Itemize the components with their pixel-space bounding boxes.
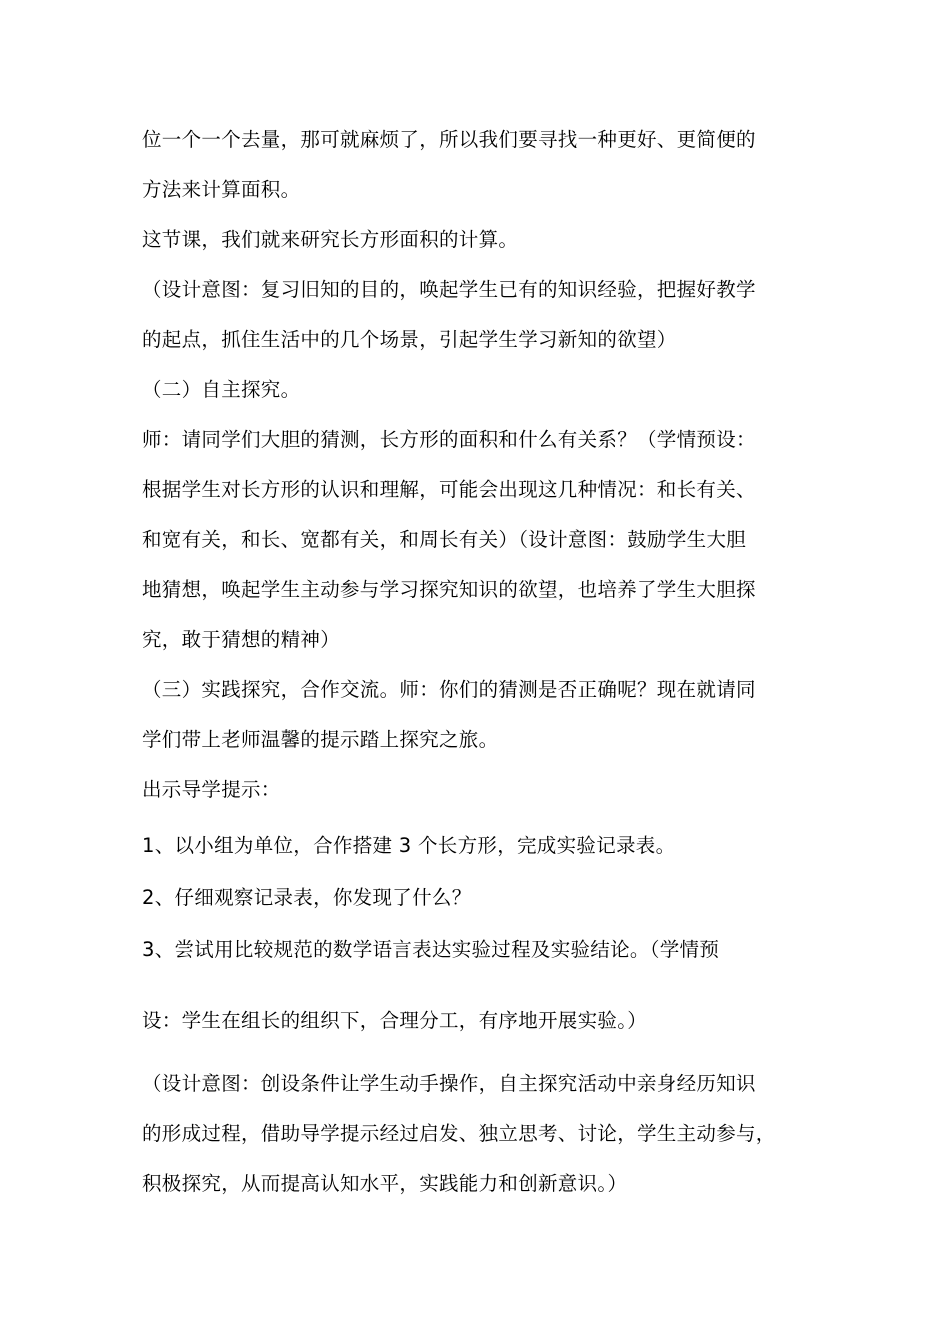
guide-item-3: 3、尝试用比较规范的数学语言表达实验过程及实验结论。（学情预 bbox=[142, 938, 720, 961]
text-line-18: 设：学生在组长的组织下，合理分工，有序地开展实验。） bbox=[142, 1009, 648, 1032]
text-line-7: 师：请同学们大胆的猜测，长方形的面积和什么有关系？（学情预设： bbox=[142, 428, 756, 451]
text-line-2: 方法来计算面积。 bbox=[142, 178, 301, 201]
text-line-1: 位一个一个去量，那可就麻烦了，所以我们要寻找一种更好、更简便的 bbox=[142, 128, 756, 151]
section-heading-3: （三）实践探究，合作交流。师：你们的猜测是否正确呢？现在就请同 bbox=[142, 678, 756, 701]
guide-heading: 出示导学提示： bbox=[142, 778, 281, 801]
text-line-20: 的形成过程，借助导学提示经过启发、独立思考、讨论，学生主动参与， bbox=[142, 1122, 776, 1145]
text-line-3: 这节课，我们就来研究长方形面积的计算。 bbox=[142, 228, 519, 251]
text-line-9: 和宽有关，和长、宽都有关，和周长有关）（设计意图：鼓励学生大胆 bbox=[142, 528, 747, 551]
text-line-13: 学们带上老师温馨的提示踏上探究之旅。 bbox=[142, 728, 499, 751]
text-line-10: 地猜想，唤起学生主动参与学习探究知识的欲望，也培养了学生大胆探 bbox=[142, 578, 756, 601]
text-line-21: 积极探究，从而提高认知水平，实践能力和创新意识。） bbox=[142, 1172, 628, 1195]
section-heading-2: （二）自主探究。 bbox=[142, 378, 301, 401]
text-line-4: （设计意图：复习旧知的目的，唤起学生已有的知识经验，把握好教学 bbox=[142, 278, 756, 301]
text-line-8: 根据学生对长方形的认识和理解，可能会出现这几种情况：和长有关、 bbox=[142, 478, 756, 501]
guide-item-2: 2、仔细观察记录表，你发现了什么？ bbox=[142, 886, 472, 909]
text-line-11: 究，敢于猜想的精神） bbox=[142, 628, 341, 651]
guide-item-1: 1、以小组为单位，合作搭建 3 个长方形，完成实验记录表。 bbox=[142, 834, 676, 857]
text-line-19: （设计意图：创设条件让学生动手操作，自主探究活动中亲身经历知识 bbox=[142, 1072, 756, 1095]
text-line-5: 的起点，抓住生活中的几个场景，引起学生学习新知的欲望） bbox=[142, 328, 677, 351]
